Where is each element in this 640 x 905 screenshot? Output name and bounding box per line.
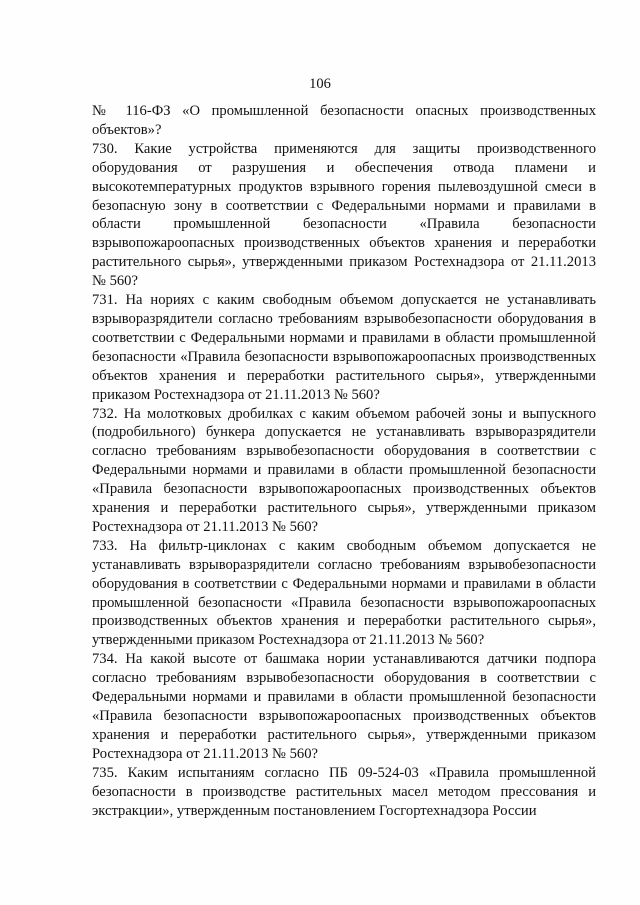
question-734: 734. На какой высоте от башмака нории устанавливаются датчики подпора согласно требованиям взрывобезопасности оборудования в соответствии с Федеральными нормами и правилами в области промышленной безопасности «Правила безопасности взрывопожароопасных производственных объектов хранения и переработки растительного сырья», утвержденными приказом Ростехнадзора от 21.11.2013 № 560? bbox=[92, 651, 596, 762]
page-number: 106 bbox=[309, 76, 331, 92]
question-735: 735. Каким испытаниям согласно ПБ 09-524-03 «Правила промышленной безопасности в производстве растительных масел методом прессования и экстракции», утвержденным постановлением Госгортехнадзора России bbox=[92, 764, 596, 819]
question-733: 733. На фильтр-циклонах с каким свободным объемом допускается не устанавливать взрыворазрядители согласно требованиям взрывобезопасности оборудования в соответствии с Федеральными нормами и правилами в области промышленной безопасности «Правила безопасности взрывопожароопасных производственных объектов хранения и переработки растительного сырья», утвержденными приказом Ростехнадзора от 21.11.2013 № 560? bbox=[92, 537, 596, 649]
question-730: 730. Какие устройства применяются для защиты производственного оборудования от разрушения и обеспечения отвода пламени и высокотемпературных продуктов взрывного горения пылевоздушной смеси в безопасную зону в соответствии с Федеральными нормами и правилами в области промышленной безопасности «Правила безопасности взрывопожароопасных производственных объектов хранения и переработки растительного сырья», утвержденными приказом Ростехнадзора от 21.11.2013 № 560? bbox=[92, 140, 596, 290]
question-731: 731. На нориях с каким свободным объемом допускается не устанавливать взрыворазрядители согласно требованиям взрывобезопасности оборудования в соответствии с Федеральными нормами и правилами в области промышленной безопасности «Правила безопасности взрывопожароопасных производственных объектов хранения и переработки растительного сырья», утвержденными приказом Ростехнадзора от 21.11.2013 № 560? bbox=[92, 292, 596, 403]
paragraph-continuation: № 116-ФЗ «О промышленной безопасности опасных производственных объектов»? bbox=[92, 103, 596, 138]
page-body bbox=[92, 102, 596, 820]
question-732: 732. На молотковых дробилках с каким объемом рабочей зоны и выпускного (подробильного) бункера допускается не устанавливать взрыворазрядители согласно требованиям взрывобезопасности оборудования в соответствии с Федеральными нормами и правилами в области промышленной безопасности «Правила безопасности взрывопожароопасных производственных объектов хранения и переработки растительного сырья», утвержденными приказом Ростехнадзора от 21.11.2013 № 560? bbox=[92, 405, 596, 535]
